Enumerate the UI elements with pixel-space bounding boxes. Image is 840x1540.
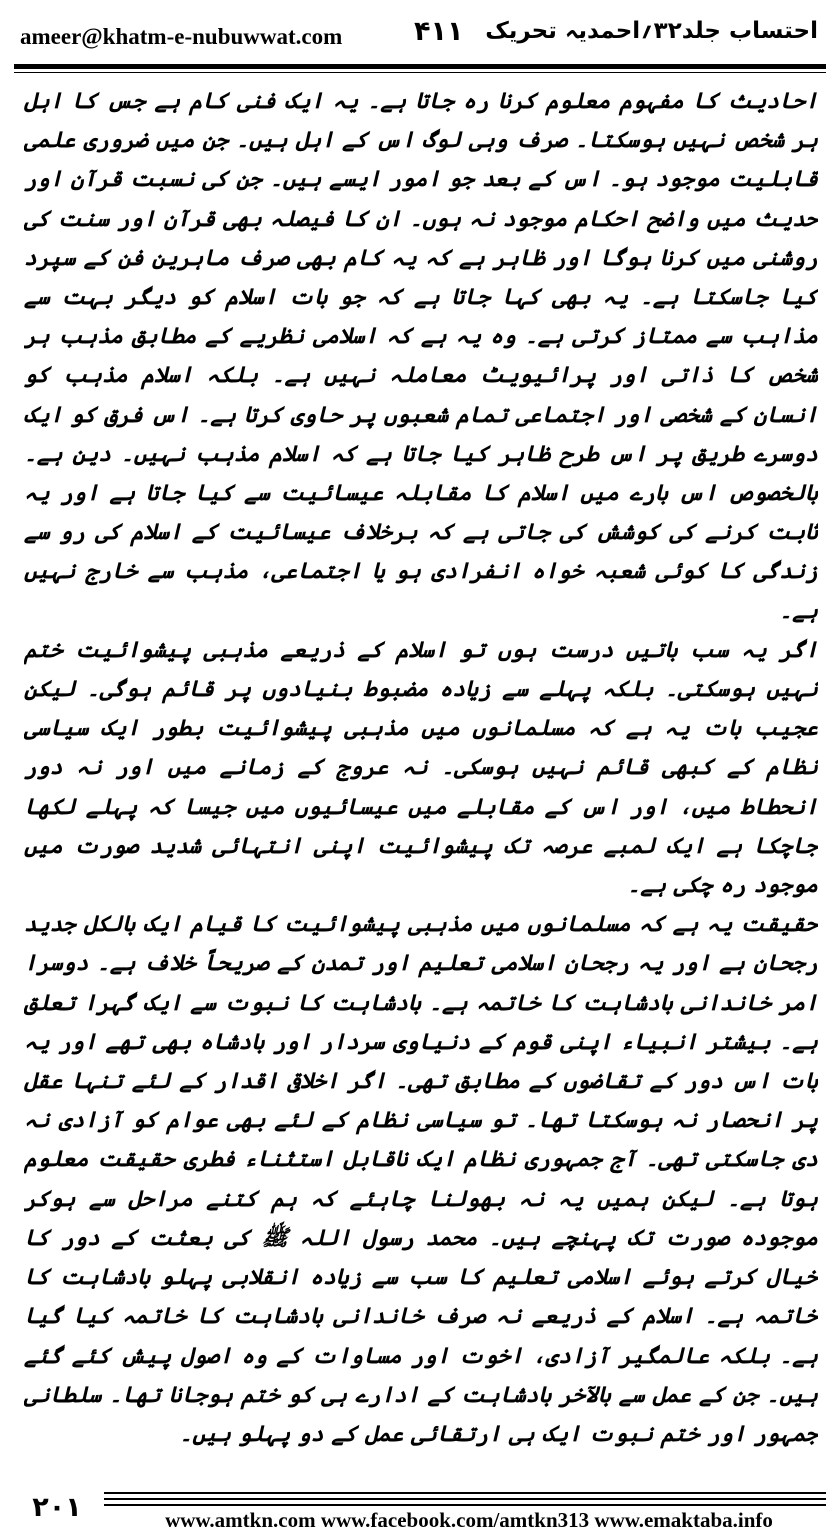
footer-rule bbox=[104, 1504, 826, 1506]
footer-website-links: www.amtkn.com www.facebook.com/amtkn313 www.emaktaba.info bbox=[165, 1508, 773, 1532]
header-rule-thin bbox=[14, 72, 826, 73]
footer-rule bbox=[104, 1492, 826, 1494]
paragraph-3: حقیقت یہ ہے کہ مسلمانوں میں مذہبی پیشوائیت کا قیام ایک بالکل جدید رجحان ہے اور یہ رجحان اسلامی تعلیم اور تمدن کے صریحاً خلاف ہے۔ دوسرا امر خاندانی بادشاہت کا خاتمہ ہے۔ بادشاہت کا نبوت سے ایک گہرا تعلق ہے۔ بیشتر انبیاء اپنی قوم کے دنیاوی سردار اور بادشاہ بھی تھے اور یہ بات اس دور کے تقاضوں کے مطابق تھی۔ اگر اخلاقی اقدار کے لئے تنہا عقل پر انحصار نہ ہوسکتا تھا۔ تو سیاسی نظام کے لئے بھی عوام کو آزادی نہ دی جاسکتی تھی۔ آج جمہوری نظام ایک ناقابل استثناء فطری حقیقت معلوم ہوتا ہے۔ لیکن ہمیں یہ نہ بھولنا چاہئے کہ ہم کتنے مراحل سے ہوکر موجودہ صورت تک پہنچے ہیں۔ محمد رسول اللہ ﷺ کی بعثت کے دور کا خیال کرتے ہوئے اسلامی تعلیم کا سب سے زیادہ انقلابی پہلو بادشاہت کا خاتمہ ہے۔ اسلام کے ذریعے نہ صرف خاندانی بادشاہت کا خاتمہ کیا گیا ہے۔ بلکہ عالمگیر آزادی، اخوت اور مساوات کے وہ اصول پیش کئے گئے ہیں۔ جن کے عمل سے بالآخر بادشاہت کے ادارے ہی کو ختم ہوجانا تھا۔ سلطانی جمہور اور ختم نبوت ایک ہی ارتقائی عمل کے دو پہلو ہیں۔ bbox=[24, 912, 818, 1447]
header-email: ameer@khatm-e-nubuwwat.com bbox=[20, 24, 343, 49]
footer-page-number: ۲۰۱ bbox=[32, 1492, 82, 1523]
page-header bbox=[14, 14, 826, 60]
header-page-number: ۴۱۱ bbox=[414, 16, 464, 47]
paragraph-1: احادیث کا مفہوم معلوم کرنا رہ جاتا ہے۔ یہ ایک فنی کام ہے جس کا اہل ہر شخص نہیں ہوسکتا۔ صرف وہی لوگ اس کے اہل ہیں۔ جن میں ضروری علمی قابلیت موجود ہو۔ اس کے بعد جو امور ایسے ہیں۔ جن کی نسبت قرآن اور حدیث میں واضح احکام موجود نہ ہوں۔ ان کا فیصلہ بھی قرآن اور سنت کی روشنی میں کرنا ہوگا اور ظاہر ہے کہ یہ کام بھی صرف ماہرین فن کے سپرد کیا جاسکتا ہے۔ یہ بھی کہا جاتا ہے کہ جو بات اسلام کو دیگر بہت سے مذاہب سے ممتاز کرتی ہے۔ وہ یہ ہے کہ اسلامی نظریے کے مطابق مذہب ہر شخص کا ذاتی اور پرائیویٹ معاملہ نہیں ہے۔ بلکہ اسلام مذہب کو انسان کے شخصی اور اجتماعی تمام شعبوں پر حاوی کرتا ہے۔ اس فرق کو ایک دوسرے طریق پر اس طرح ظاہر کیا جاتا ہے کہ اسلام مذہب نہیں۔ دین ہے۔ بالخصوص اس بارے میں اسلام کا مقابلہ عیسائیت سے کیا جاتا ہے اور یہ ثابت کرنے کی کوشش کی جاتی ہے کہ برخلاف عیسائیت کے اسلام کی رو سے زندگی کا کوئی شعبہ خواہ انفرادی ہو یا اجتماعی، مذہب سے خارج نہیں ہے۔ bbox=[24, 89, 818, 624]
page-body bbox=[24, 82, 818, 1472]
header-book-title: احتساب جلد۳۲؍احمدیہ تحریک bbox=[485, 18, 818, 44]
paragraph-2: اگر یہ سب باتیں درست ہوں تو اسلام کے ذریعے مذہبی پیشوائیت ختم نہیں ہوسکتی۔ بلکہ پہلے سے زیادہ مضبوط بنیادوں پر قائم ہوگی۔ لیکن عجیب بات یہ ہے کہ مسلمانوں میں مذہبی پیشوائیت بطور ایک سیاسی نظام کے کبھی قائم نہیں ہوسکی۔ نہ عروج کے زمانے میں اور نہ دور انحطاط میں، اور اس کے مقابلے میں عیسائیوں میں جیسا کہ پہلے لکھا جاچکا ہے ایک لمبے عرصہ تک پیشوائیت اپنی انتہائی شدید صورت میں موجود رہ چکی ہے۔ bbox=[24, 637, 818, 899]
header-rule-thick bbox=[14, 64, 826, 69]
footer-rule bbox=[104, 1498, 826, 1500]
